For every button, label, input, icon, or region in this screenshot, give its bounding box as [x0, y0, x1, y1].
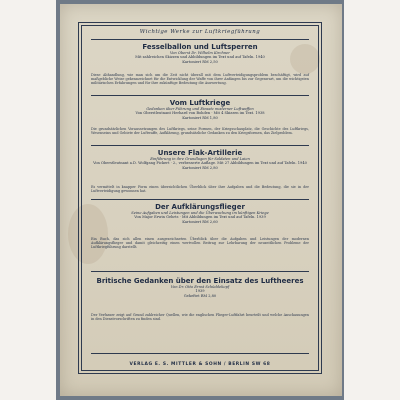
book-description: Der Verfasser zeigt auf Grund zahlreicher Quellen, wie die englischen Flieger-Luftfahrt beurteilt und welche Anschauungen in den Dienstvorschriften zu finden sind.	[91, 313, 309, 322]
book-author: Von Dr. Otto Ernst Schüddekopf	[170, 285, 230, 289]
book-price: Geheftet RM 2,80	[183, 293, 217, 298]
book-author: Von Oberst Dr. Wilhelm Kirchner	[169, 51, 230, 55]
book-title: Vom Luftkriege	[169, 99, 231, 107]
book-description: Es vermittelt in knapper Form einen übersichtlichen Überblick über ihre Aufgaben und die Bedeutung, die sie in der Luftverteidigung gewonnen hat.	[91, 185, 309, 194]
book-price: Kartoniert RM 2,50	[182, 59, 218, 64]
book-meta: Von Oberstleutnant a.D. Wolfgang Pickert · 2., verbesserte Auflage. Mit 27 Abbildungen im Text und auf Tafeln. 1940	[93, 161, 307, 166]
book-title: Fesselballon und Luftsperren	[142, 43, 258, 51]
book-author: Seine Aufgaben und Leistungen und die Überwachung im künftigen Kriege	[131, 211, 269, 215]
divider	[91, 353, 309, 354]
advert-frame	[78, 22, 322, 374]
book-entry-4	[91, 203, 309, 224]
divider	[91, 271, 309, 272]
book-entry-1	[91, 43, 309, 64]
divider	[91, 95, 309, 96]
book-author: Gedanken über Führung und Einsatz moderner Luftwaffen	[146, 107, 254, 111]
book-back-cover	[60, 4, 342, 396]
book-meta: Von Oberstleutnant Herhard von Bohden · Mit 4 Skizzen im Text. 1938	[135, 111, 265, 116]
publisher-footer: VERLAG E. S. MITTLER & SOHN / BERLIN SW 68	[129, 362, 271, 367]
book-entry-3	[91, 149, 309, 170]
book-price: Kartoniert RM 1,80	[182, 115, 218, 120]
book-author: Einführung in ihre Grundlagen für Soldaten und Laien	[150, 157, 250, 161]
book-entry-2	[91, 99, 309, 120]
book-meta: Von Major Erwin Gehrts · Mit Abbildungen im Text und auf Tafeln. 1939	[134, 215, 266, 220]
divider	[91, 145, 309, 146]
book-description: Ein Buch, das sich allen einen ausgezeichneten Überblick über die Aufgaben und Leistungen der modernen Aufklärungsflieger und damit gleichzeitig einen wertvollen Beitrag zur Lehrbarung der neuzeitlichen Probleme der Luftkriegführung darstellt.	[91, 237, 309, 250]
book-price: Kartoniert RM 2,80	[182, 165, 218, 170]
book-price: Kartoniert RM 2,60	[182, 219, 218, 224]
divider	[91, 39, 309, 40]
book-title: Unsere Flak-Artillerie	[157, 149, 243, 157]
divider	[91, 199, 309, 200]
book-description: Diese Abhandlung, wie man sich um die Zeit nicht überall mit dem Luftverteidigungsproblem beschäftigt, wird auf maßgebliche Weise gekennzeichnet für die Entwicklung der Waffe von ihrer Anfängen bis zur Gegenwart, um die wichtigsten militärischen Erfahrungen und für ihre zukünftige Bedeutung die Auswertung.	[91, 73, 309, 86]
book-entry-5	[91, 277, 309, 298]
book-meta: 1939	[195, 289, 205, 294]
book-meta: Mit zahlreichen Skizzen und Abbildungen im Text und auf Tafeln. 1940	[135, 55, 265, 60]
book-title: Britische Gedanken über den Einsatz des Luftheeres	[96, 277, 304, 285]
book-description: Die grundsätzlichen Voraussetzungen des Luftkriegs, seine Formen, der Kriegsschauplatz, die Geschichte des Luftkriegs, Wesenseins und Gebiete der Luftwaffe, Aufklärung, grundsätzliche Gedanken zu den Kriegsformen, das Zielproblem.	[91, 127, 309, 136]
header-text: Wichtige Werke zur Luftkriegführung	[139, 29, 261, 35]
book-title: Der Aufklärungsflieger	[155, 203, 245, 211]
